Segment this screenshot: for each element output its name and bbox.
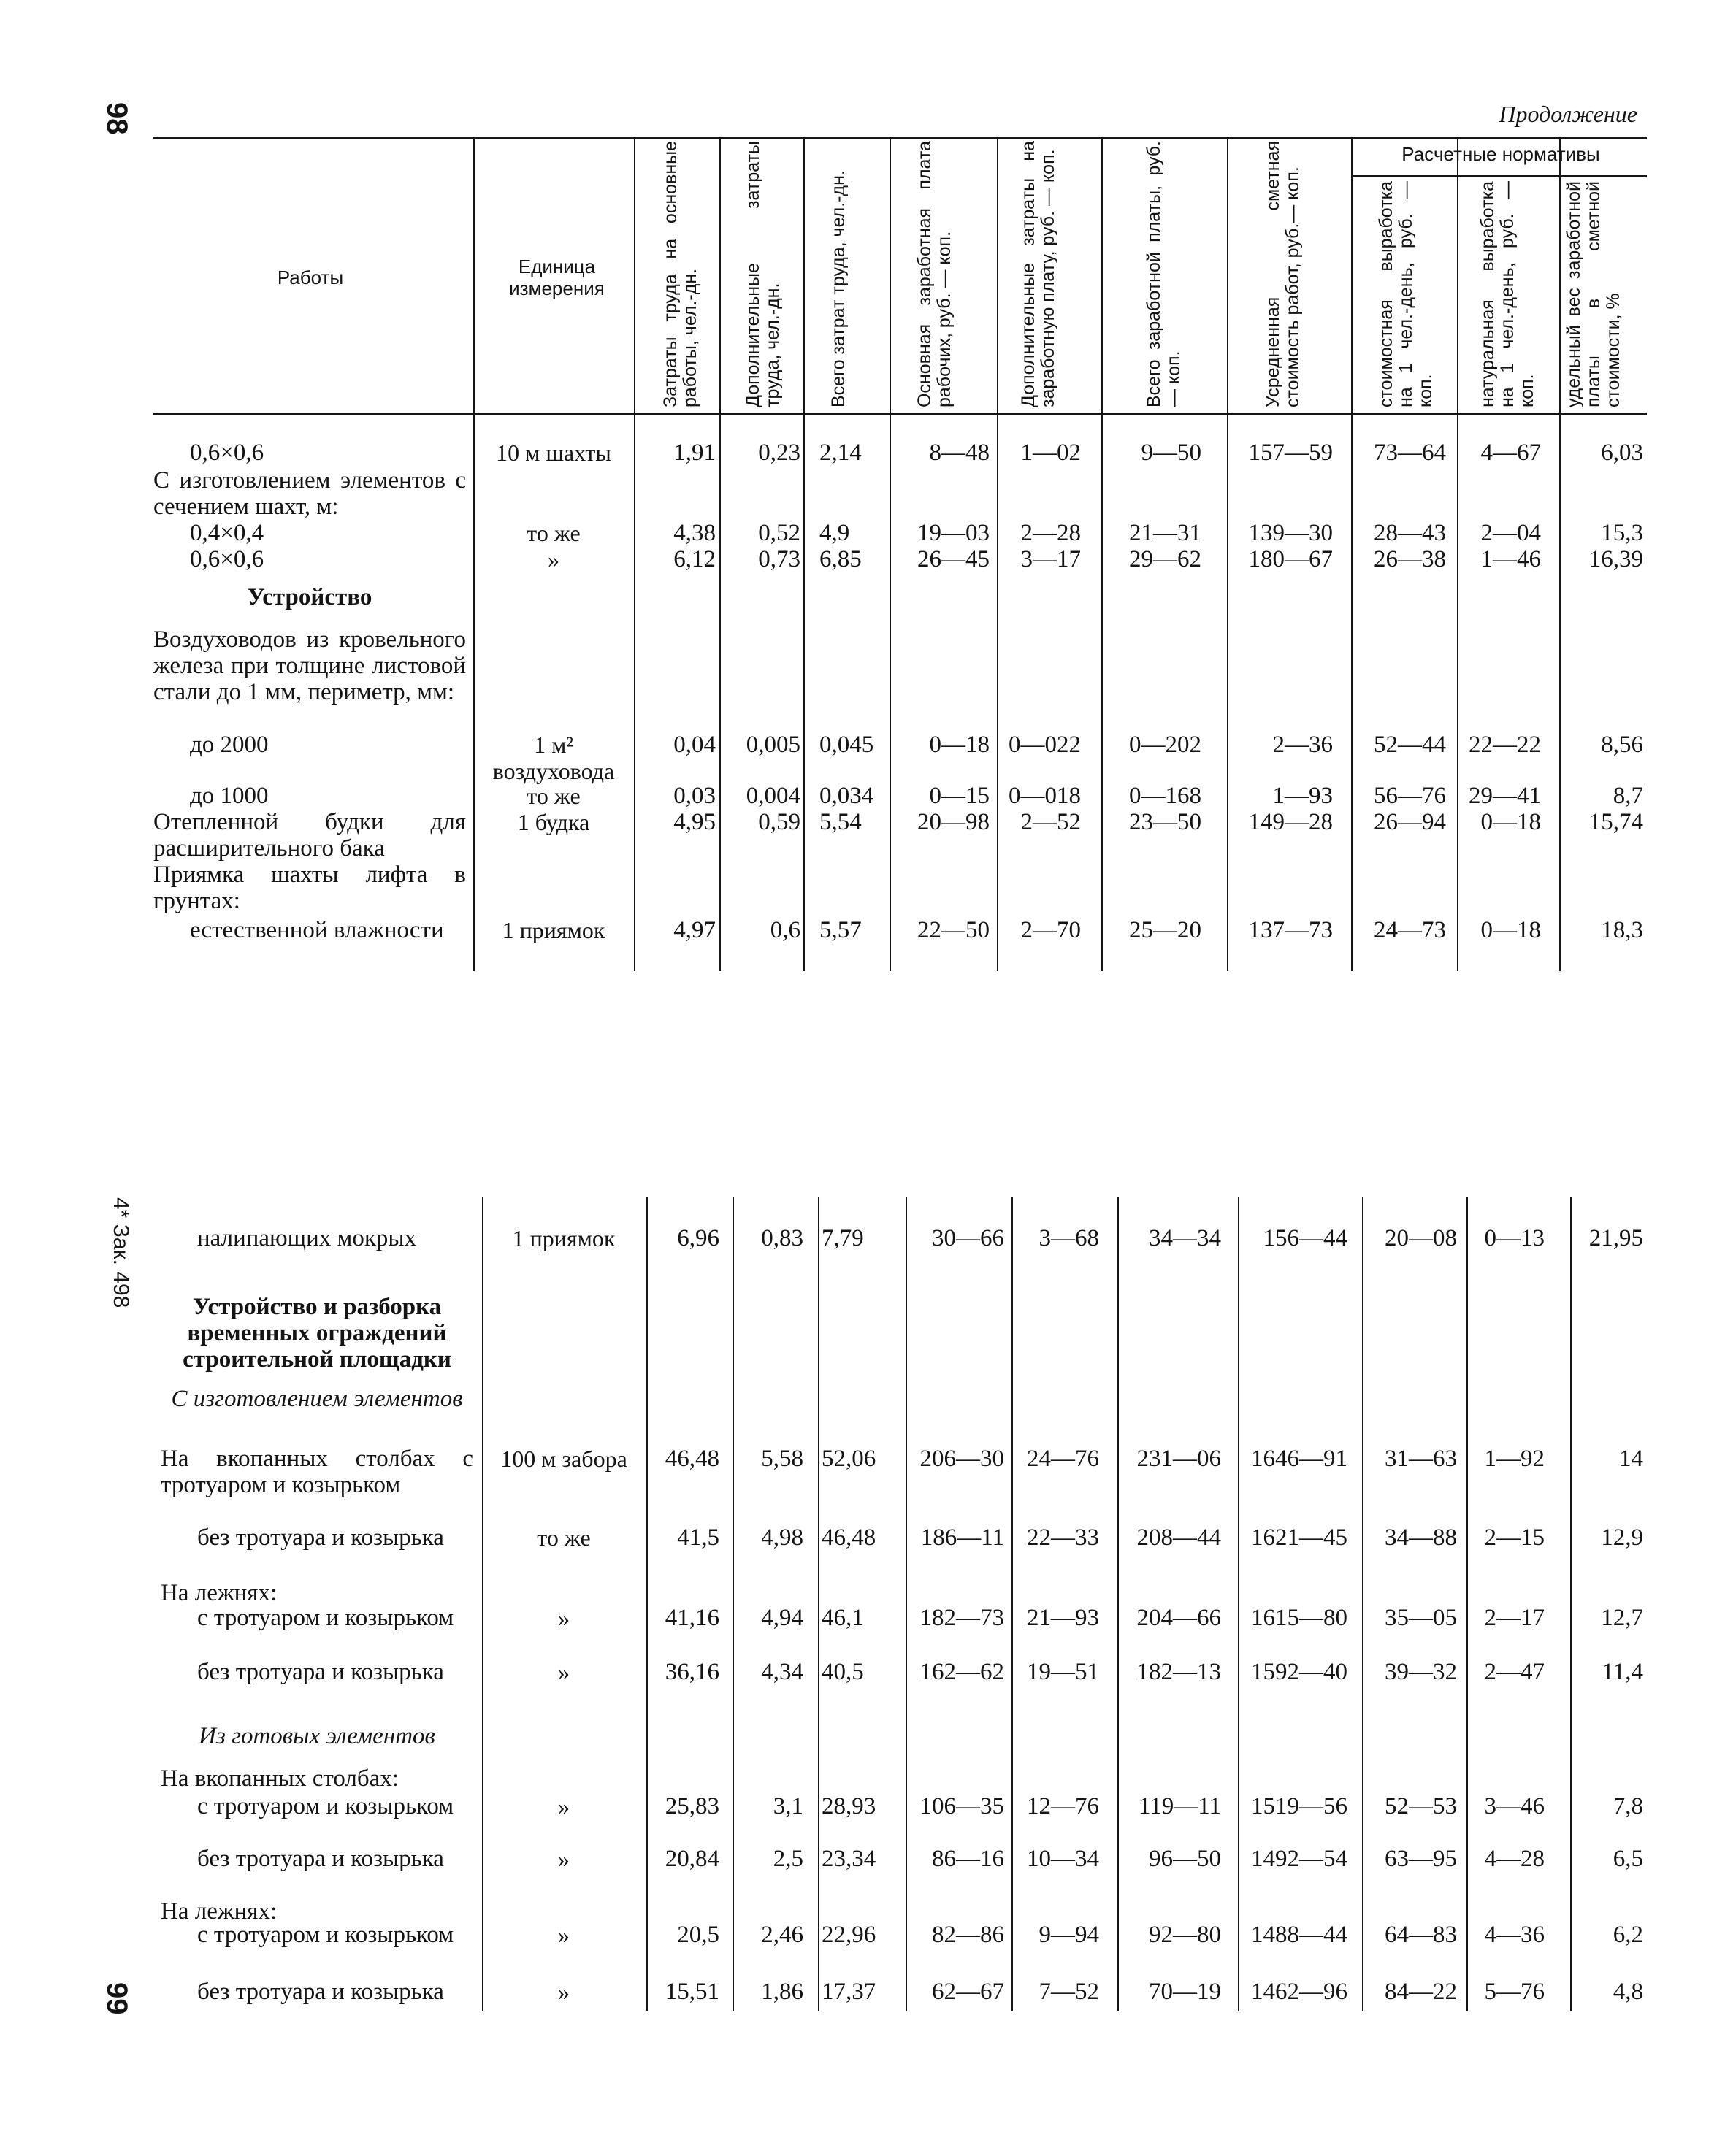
top-row-value: 26—94 <box>1374 809 1446 835</box>
header-top-rule <box>153 137 1647 139</box>
header-labor-total: Всего затрат труда, чел.-дн. <box>828 170 849 407</box>
bottom-row-value: 1646—91 <box>1251 1446 1347 1472</box>
top-row-value: 22—22 <box>1469 732 1541 758</box>
top-row-value: 8—48 <box>929 440 990 466</box>
bottom-row-value: 2—17 <box>1484 1605 1545 1631</box>
top-row-value: 1—02 <box>1020 440 1081 466</box>
top-row-unit: 1 м² воздуховода <box>492 732 615 784</box>
bottom-row-unit: » <box>558 1605 570 1631</box>
top-row-value: 1—46 <box>1480 546 1541 572</box>
top-column-rule <box>890 137 891 971</box>
bottom-row-value: 1462—96 <box>1251 1979 1347 2005</box>
top-row-value: 2,14 <box>819 440 862 466</box>
top-row-value: 149—28 <box>1248 809 1333 835</box>
top-row-unit: 1 будка <box>517 809 590 835</box>
bottom-row-value: 5—76 <box>1484 1979 1545 2005</box>
top-column-rule <box>1559 137 1561 971</box>
bottom-row-value: 15,51 <box>665 1979 719 2005</box>
bottom-row-value: 84—22 <box>1385 1979 1457 2005</box>
top-column-rule <box>1101 137 1103 971</box>
bottom-row-value: 2—15 <box>1484 1524 1545 1551</box>
top-row-value: 28—43 <box>1374 520 1446 546</box>
top-row-work: 0,6×0,6 <box>190 546 264 572</box>
norms-subcolumn-rule <box>1457 175 1458 413</box>
bottom-row-work: без тротуара и козырька <box>197 1524 444 1551</box>
bottom-row-value: 96—50 <box>1149 1846 1221 1872</box>
top-row-value: 1—93 <box>1272 783 1333 809</box>
top-row-value: 2—70 <box>1020 917 1081 943</box>
header-avg-cost: Усредненная сметная стоимость работ, руб.— коп. <box>1263 141 1303 407</box>
bottom-row-value: 92—80 <box>1149 1922 1221 1948</box>
bottom-row-unit: то же <box>537 1524 591 1551</box>
bottom-row-value: 1,86 <box>761 1979 803 2005</box>
bottom-row-unit: » <box>558 1979 570 2005</box>
bottom-row-value: 21,95 <box>1588 1225 1643 1251</box>
bottom-row-value: 182—13 <box>1136 1659 1221 1685</box>
top-row-value: 52—44 <box>1374 732 1446 758</box>
bottom-row-value: 52—53 <box>1385 1793 1457 1819</box>
bottom-row-value: 12—76 <box>1027 1793 1099 1819</box>
bottom-row-work: На вкопанных столбах с тротуаром и козырьком <box>161 1446 473 1498</box>
top-row-value: 29—41 <box>1469 783 1541 809</box>
bottom-row-value: 1621—45 <box>1251 1524 1347 1551</box>
bottom-row-value: 25,83 <box>665 1793 719 1819</box>
bottom-row-work: На вкопанных столбах: <box>161 1765 399 1792</box>
bottom-row-work: налипающих мокрых <box>197 1225 417 1251</box>
top-row-value: 8,56 <box>1601 732 1643 758</box>
bottom-row-value: 4—28 <box>1484 1846 1545 1872</box>
bottom-column-rule <box>1238 1197 1239 2011</box>
top-row-unit: 10 м шахты <box>496 440 611 466</box>
top-row-value: 0—18 <box>1480 917 1541 943</box>
header-labor-main: Затраты труда на основные работы, чел.-дн. <box>660 141 700 407</box>
bottom-row-value: 11,4 <box>1602 1659 1643 1685</box>
bottom-row-work: без тротуара и козырька <box>197 1659 444 1685</box>
top-column-rule <box>634 137 635 971</box>
top-row-unit: то же <box>527 783 581 809</box>
top-row-work: С изготовлением элементов с сечением шахт, м: <box>153 467 466 520</box>
top-row-value: 26—45 <box>917 546 990 572</box>
bottom-row-work: с тротуаром и козырьком <box>197 1922 454 1948</box>
bottom-column-rule <box>906 1197 907 2011</box>
top-row-value: 0,23 <box>758 440 800 466</box>
bottom-row-work: С изготовлением элементов <box>171 1386 463 1412</box>
top-row-value: 15,3 <box>1601 520 1643 546</box>
bottom-column-rule <box>1117 1197 1119 2011</box>
bottom-page-number: 99 <box>101 1982 133 2015</box>
header-bottom-rule <box>153 413 1647 415</box>
bottom-row-value: 4,94 <box>761 1605 803 1631</box>
top-row-work: 0,6×0,6 <box>190 440 264 466</box>
bottom-row-value: 34—34 <box>1149 1225 1221 1251</box>
bottom-row-value: 41,5 <box>677 1524 719 1551</box>
bottom-row-value: 21—93 <box>1027 1605 1099 1631</box>
top-row-work: Приямка шахты лифта в грунтах: <box>153 862 466 914</box>
bottom-row-value: 4,8 <box>1613 1979 1643 2005</box>
top-row-work: до 1000 <box>190 783 269 809</box>
bottom-row-value: 46,48 <box>665 1446 719 1472</box>
top-column-rule <box>1351 137 1353 971</box>
top-row-value: 24—73 <box>1374 917 1446 943</box>
bottom-row-value: 1615—80 <box>1251 1605 1347 1631</box>
top-column-rule <box>803 137 805 971</box>
bottom-row-unit: » <box>558 1793 570 1819</box>
bottom-row-value: 3—68 <box>1039 1225 1099 1251</box>
top-row-value: 0—18 <box>929 732 990 758</box>
bottom-column-rule <box>818 1197 819 2011</box>
bottom-row-work: с тротуаром и козырьком <box>197 1793 454 1819</box>
top-row-value: 73—64 <box>1374 440 1446 466</box>
bottom-row-value: 17,37 <box>822 1979 876 2005</box>
top-row-value: 137—73 <box>1248 917 1333 943</box>
bottom-row-value: 7,79 <box>822 1225 864 1251</box>
bottom-row-unit: » <box>558 1846 570 1872</box>
top-row-value: 157—59 <box>1248 440 1333 466</box>
top-row-value: 9—50 <box>1141 440 1201 466</box>
bottom-column-rule <box>1466 1197 1468 2011</box>
bottom-row-value: 46,48 <box>822 1524 876 1551</box>
continuation-label: Продолжение <box>1499 101 1637 127</box>
top-row-value: 139—30 <box>1248 520 1333 546</box>
top-row-value: 4,95 <box>673 809 716 835</box>
top-row-value: 5,54 <box>819 809 862 835</box>
top-row-value: 26—38 <box>1374 546 1446 572</box>
bottom-row-value: 24—76 <box>1027 1446 1099 1472</box>
bottom-row-work: На лежнях: <box>161 1898 278 1925</box>
bottom-row-value: 41,16 <box>665 1605 719 1631</box>
top-row-value: 0,034 <box>819 783 874 809</box>
bottom-row-value: 6,96 <box>677 1225 719 1251</box>
bottom-row-value: 119—11 <box>1138 1793 1221 1819</box>
top-row-value: 23—50 <box>1129 809 1201 835</box>
top-row-value: 4,38 <box>673 520 716 546</box>
bottom-column-rule <box>1570 1197 1572 2011</box>
top-row-unit: то же <box>527 520 581 546</box>
header-wage-total: Всего заработной платы, руб. — коп. <box>1144 141 1184 407</box>
bottom-row-value: 52,06 <box>822 1446 876 1472</box>
bottom-row-unit: 100 м забора <box>500 1446 627 1472</box>
top-row-value: 0,005 <box>746 732 800 758</box>
bottom-row-value: 0—13 <box>1484 1225 1545 1251</box>
bottom-row-value: 7,8 <box>1613 1793 1643 1819</box>
bottom-row-value: 231—06 <box>1136 1446 1221 1472</box>
bottom-row-value: 19—51 <box>1027 1659 1099 1685</box>
top-row-value: 0—202 <box>1129 732 1201 758</box>
top-row-value: 29—62 <box>1129 546 1201 572</box>
bottom-row-value: 62—67 <box>932 1979 1004 2005</box>
bottom-row-value: 156—44 <box>1263 1225 1347 1251</box>
bottom-row-work: без тротуара и козырька <box>197 1979 444 2005</box>
bottom-row-value: 14 <box>1619 1446 1643 1472</box>
bottom-row-unit: 1 приямок <box>512 1225 616 1251</box>
top-column-rule <box>1227 137 1228 971</box>
bottom-row-value: 1—92 <box>1484 1446 1545 1472</box>
header-norms-group: Расчетные нормативы <box>1401 143 1600 165</box>
bottom-row-value: 1592—40 <box>1251 1659 1347 1685</box>
bottom-row-value: 4,34 <box>761 1659 803 1685</box>
bottom-row-value: 39—32 <box>1385 1659 1457 1685</box>
header-norm-share: удельный вес заработной платы в сметной стоимости, % <box>1564 181 1623 407</box>
top-row-value: 16,39 <box>1588 546 1643 572</box>
top-row-value: 0,73 <box>758 546 800 572</box>
top-column-rule <box>719 137 721 971</box>
top-row-value: 0,004 <box>746 783 800 809</box>
bottom-row-value: 23,34 <box>822 1846 876 1872</box>
top-row-value: 0,6 <box>770 917 800 943</box>
top-row-value: 0—022 <box>1009 732 1081 758</box>
top-row-work: 0,4×0,4 <box>190 520 264 546</box>
bottom-row-value: 182—73 <box>919 1605 1004 1631</box>
bottom-row-value: 22,96 <box>822 1922 876 1948</box>
bottom-row-unit: » <box>558 1659 570 1685</box>
top-row-value: 6,03 <box>1601 440 1643 466</box>
bottom-row-value: 2—47 <box>1484 1659 1545 1685</box>
bottom-row-value: 70—19 <box>1149 1979 1221 2005</box>
bottom-row-value: 6,5 <box>1613 1846 1643 1872</box>
top-row-value: 0,59 <box>758 809 800 835</box>
bottom-row-unit: » <box>558 1922 570 1948</box>
bottom-row-value: 12,7 <box>1601 1605 1643 1631</box>
bottom-row-value: 63—95 <box>1385 1846 1457 1872</box>
bottom-row-work: без тротуара и козырька <box>197 1846 444 1872</box>
bottom-column-rule <box>1362 1197 1363 2011</box>
top-row-work: Отепленной будки для расширительного бака <box>153 809 466 862</box>
top-row-value: 0,52 <box>758 520 800 546</box>
bottom-row-value: 64—83 <box>1385 1922 1457 1948</box>
top-row-value: 15,74 <box>1588 809 1643 835</box>
header-norm-cost: стоимостная выработка на 1 чел.-день, руб. — коп. <box>1376 181 1436 407</box>
bottom-row-value: 46,1 <box>822 1605 864 1631</box>
bottom-row-value: 36,16 <box>665 1659 719 1685</box>
bottom-row-value: 204—66 <box>1136 1605 1221 1631</box>
bottom-row-value: 5,58 <box>761 1446 803 1472</box>
bottom-row-value: 7—52 <box>1039 1979 1099 2005</box>
bottom-row-value: 186—11 <box>920 1524 1004 1551</box>
bottom-row-value: 1519—56 <box>1251 1793 1347 1819</box>
top-row-unit: 1 приямок <box>502 917 605 943</box>
top-row-value: 21—31 <box>1129 520 1201 546</box>
bottom-row-value: 22—33 <box>1027 1524 1099 1551</box>
bottom-row-value: 86—16 <box>932 1846 1004 1872</box>
top-row-work: до 2000 <box>190 732 269 758</box>
top-row-work: естественной влажности <box>190 917 444 943</box>
bottom-row-value: 4,98 <box>761 1524 803 1551</box>
top-row-value: 4,9 <box>819 520 850 546</box>
bottom-row-value: 2,5 <box>773 1846 803 1872</box>
header-unit: Единица измерения <box>509 256 605 299</box>
bottom-row-value: 31—63 <box>1385 1446 1457 1472</box>
bottom-row-value: 28,93 <box>822 1793 876 1819</box>
top-row-value: 5,57 <box>819 917 862 943</box>
header-norm-nat: натуральная выработка на 1 чел.-день, руб. — коп. <box>1477 181 1537 407</box>
top-row-value: 2—04 <box>1480 520 1541 546</box>
top-row-value: 2—28 <box>1020 520 1081 546</box>
top-row-value: 18,3 <box>1601 917 1643 943</box>
top-row-value: 0—18 <box>1480 809 1541 835</box>
bottom-column-rule <box>646 1197 648 2011</box>
bottom-row-value: 20,84 <box>665 1846 719 1872</box>
bottom-row-value: 1492—54 <box>1251 1846 1347 1872</box>
top-row-value: 0,04 <box>673 732 716 758</box>
bottom-row-work: Из готовых элементов <box>199 1723 435 1749</box>
bottom-row-work: На лежнях: <box>161 1580 278 1606</box>
bottom-row-value: 6,2 <box>1613 1922 1643 1948</box>
top-row-value: 20—98 <box>917 809 990 835</box>
bottom-row-work: Устройство и разборка временных ограждений строительной площадки <box>183 1294 451 1373</box>
top-row-value: 4,97 <box>673 917 716 943</box>
top-row-value: 0,045 <box>819 732 874 758</box>
top-row-value: 8,7 <box>1613 783 1643 809</box>
header-wage-main: Основная заработная плата рабочих, руб. — коп. <box>914 141 955 407</box>
top-row-work: Воздуховодов из кровельного железа при толщине листовой стали до 1 мм, периметр, мм: <box>153 626 466 705</box>
top-row-unit: » <box>548 546 559 572</box>
bottom-row-value: 106—35 <box>919 1793 1004 1819</box>
bottom-row-value: 20—08 <box>1385 1225 1457 1251</box>
bottom-row-value: 82—86 <box>932 1922 1004 1948</box>
top-row-value: 22—50 <box>917 917 990 943</box>
top-row-value: 6,12 <box>673 546 716 572</box>
top-row-value: 56—76 <box>1374 783 1446 809</box>
header-labor-extra: Дополнительные затраты труда, чел.-дн. <box>743 141 783 407</box>
bottom-row-value: 162—62 <box>919 1659 1004 1685</box>
top-row-value: 180—67 <box>1248 546 1333 572</box>
bottom-row-value: 208—44 <box>1136 1524 1221 1551</box>
top-row-work: Устройство <box>247 584 372 610</box>
bottom-row-value: 12,9 <box>1601 1524 1643 1551</box>
top-row-value: 0—168 <box>1129 783 1201 809</box>
top-row-value: 19—03 <box>917 520 990 546</box>
order-margin-note: 4* Зак. 498 <box>109 1197 133 1308</box>
bottom-column-rule <box>733 1197 734 2011</box>
bottom-row-value: 10—34 <box>1027 1846 1099 1872</box>
top-row-value: 0—15 <box>929 783 990 809</box>
bottom-row-value: 4—36 <box>1484 1922 1545 1948</box>
bottom-row-value: 3,1 <box>773 1793 803 1819</box>
bottom-row-value: 1488—44 <box>1251 1922 1347 1948</box>
header-wage-extra: Дополнительные затраты на заработную плату, руб. — коп. <box>1018 141 1058 407</box>
top-row-value: 3—17 <box>1020 546 1081 572</box>
bottom-row-value: 40,5 <box>822 1659 864 1685</box>
bottom-row-value: 35—05 <box>1385 1605 1457 1631</box>
top-column-rule <box>997 137 998 971</box>
bottom-column-rule <box>1011 1197 1013 2011</box>
bottom-row-value: 34—88 <box>1385 1524 1457 1551</box>
top-row-value: 1,91 <box>673 440 716 466</box>
bottom-row-value: 2,46 <box>761 1922 803 1948</box>
bottom-row-value: 9—94 <box>1039 1922 1099 1948</box>
top-row-value: 25—20 <box>1129 917 1201 943</box>
top-row-value: 2—52 <box>1020 809 1081 835</box>
bottom-row-value: 0,83 <box>761 1225 803 1251</box>
top-row-value: 0,03 <box>673 783 716 809</box>
bottom-row-value: 3—46 <box>1484 1793 1545 1819</box>
top-row-value: 4—67 <box>1480 440 1541 466</box>
bottom-row-work: с тротуаром и козырьком <box>197 1605 454 1631</box>
norms-group-rule <box>1351 175 1647 177</box>
bottom-row-value: 30—66 <box>932 1225 1004 1251</box>
top-row-value: 2—36 <box>1272 732 1333 758</box>
header-works: Работы <box>277 266 344 288</box>
bottom-row-value: 206—30 <box>919 1446 1004 1472</box>
top-row-value: 6,85 <box>819 546 862 572</box>
top-page-number: 98 <box>101 102 133 135</box>
top-row-value: 0—018 <box>1009 783 1081 809</box>
bottom-row-value: 20,5 <box>677 1922 719 1948</box>
